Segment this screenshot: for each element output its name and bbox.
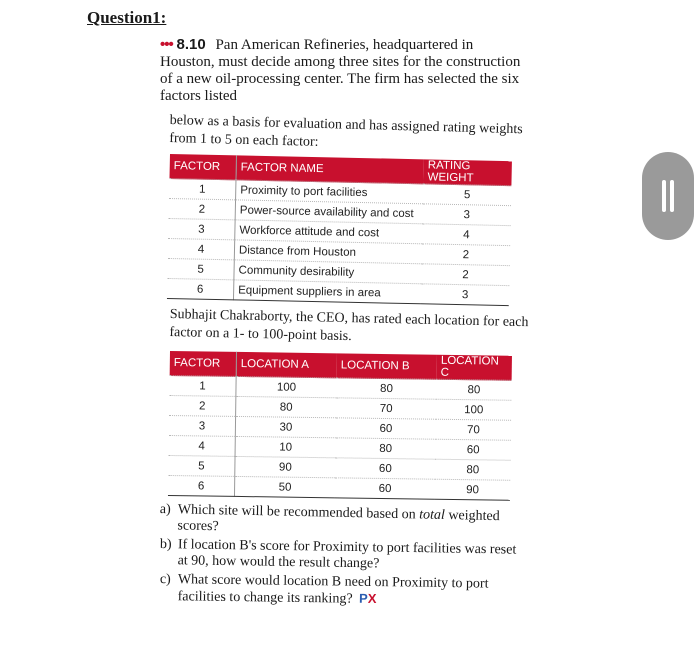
column-header: LOCATION C xyxy=(437,355,512,381)
question-text: Which site will be recommended based on xyxy=(177,502,420,523)
factor-name-cell: Equipment suppliers in area xyxy=(233,280,421,304)
rating-weight-table xyxy=(167,154,512,306)
factor-name-cell: Workforce attitude and cost xyxy=(235,220,423,244)
factor-cell: 6 xyxy=(167,278,234,299)
location-b-cell: 80 xyxy=(336,378,436,399)
weight-cell: 2 xyxy=(422,244,510,266)
location-a-cell: 100 xyxy=(236,376,337,397)
px-logo-icon: PX xyxy=(359,590,377,607)
location-a-cell: 90 xyxy=(235,456,336,477)
location-a-cell: 50 xyxy=(234,476,335,497)
problem-number: 8.10 xyxy=(176,36,206,53)
column-header: LOCATION A xyxy=(236,352,337,378)
pause-button[interactable] xyxy=(642,152,694,240)
factor-name-cell: Proximity to port facilities xyxy=(236,180,424,204)
location-score-table xyxy=(168,351,512,501)
location-c-cell: 100 xyxy=(436,399,511,420)
weight-cell: 2 xyxy=(421,264,509,286)
factor-cell: 3 xyxy=(168,218,235,239)
location-b-cell: 60 xyxy=(335,478,435,499)
question-a xyxy=(159,502,522,542)
question-heading: Question1: xyxy=(87,8,167,27)
weight-cell: 5 xyxy=(423,184,511,206)
question-text: If location B's score for Proximity to port facilities was reset at 90, how would the result change? xyxy=(177,537,517,572)
question-text: weighted scores? xyxy=(177,507,500,535)
question-c xyxy=(160,572,522,610)
pause-icon xyxy=(662,180,666,212)
question-emphasis: total xyxy=(419,507,446,523)
location-b-cell: 60 xyxy=(335,458,435,479)
location-a-cell: 10 xyxy=(235,436,336,457)
factor-cell: 5 xyxy=(168,455,235,476)
factor-cell: 5 xyxy=(167,258,234,279)
column-header: FACTOR xyxy=(170,351,237,376)
question-list xyxy=(160,502,522,608)
problem-continuation: below as a basis for evaluation and has assigned rating weights from 1 to 5 on each factor: xyxy=(169,112,523,150)
table-row xyxy=(168,475,510,500)
location-a-cell: 30 xyxy=(235,416,336,437)
location-c-cell: 70 xyxy=(436,419,511,440)
factor-cell: 1 xyxy=(169,178,236,199)
question-label: a) xyxy=(159,502,171,518)
factor-cell: 1 xyxy=(169,375,236,396)
weight-cell: 3 xyxy=(423,204,511,226)
factor-cell: 3 xyxy=(169,415,236,436)
difficulty-dots: ••• xyxy=(160,36,173,53)
factor-cell: 2 xyxy=(169,395,236,416)
column-header: FACTOR xyxy=(169,154,236,180)
pause-icon xyxy=(670,180,674,212)
column-header: LOCATION B xyxy=(337,353,437,379)
weight-cell: 4 xyxy=(422,224,510,246)
factor-cell: 6 xyxy=(168,475,235,496)
location-b-cell: 60 xyxy=(336,418,436,439)
factor-name-cell: Power-source availability and cost xyxy=(235,200,423,224)
question-label: c) xyxy=(159,572,171,588)
factor-cell: 4 xyxy=(169,435,236,456)
location-c-cell: 60 xyxy=(436,439,511,460)
location-c-cell: 80 xyxy=(436,379,511,400)
location-a-cell: 80 xyxy=(236,396,337,417)
factor-cell: 4 xyxy=(168,238,235,259)
column-header: RATING WEIGHT xyxy=(423,159,511,185)
location-c-cell: 90 xyxy=(435,479,510,500)
ceo-rating-text: Subhajit Chakraborty, the CEO, has rated each location for each factor on a 1- to 100-point basis. xyxy=(169,306,529,345)
problem-intro xyxy=(160,36,530,105)
factor-name-cell: Distance from Houston xyxy=(234,240,422,264)
question-text: What score would location B need on Proximity to port facilities to change its ranking? xyxy=(177,572,489,607)
location-c-cell: 80 xyxy=(435,459,510,480)
location-b-cell: 70 xyxy=(336,398,436,419)
location-b-cell: 80 xyxy=(336,438,436,459)
problem-intro-text: Pan American Refineries, headquartered in Houston, must decide among three sites for the construction of a new oil-processing center. The firm has selected the six factors listed xyxy=(160,37,521,104)
weight-cell: 3 xyxy=(421,284,509,306)
factor-name-cell: Community desirability xyxy=(234,260,422,284)
question-label: b) xyxy=(159,537,172,553)
factor-cell: 2 xyxy=(169,198,236,219)
question-b xyxy=(159,537,521,575)
column-header: FACTOR NAME xyxy=(236,155,424,183)
